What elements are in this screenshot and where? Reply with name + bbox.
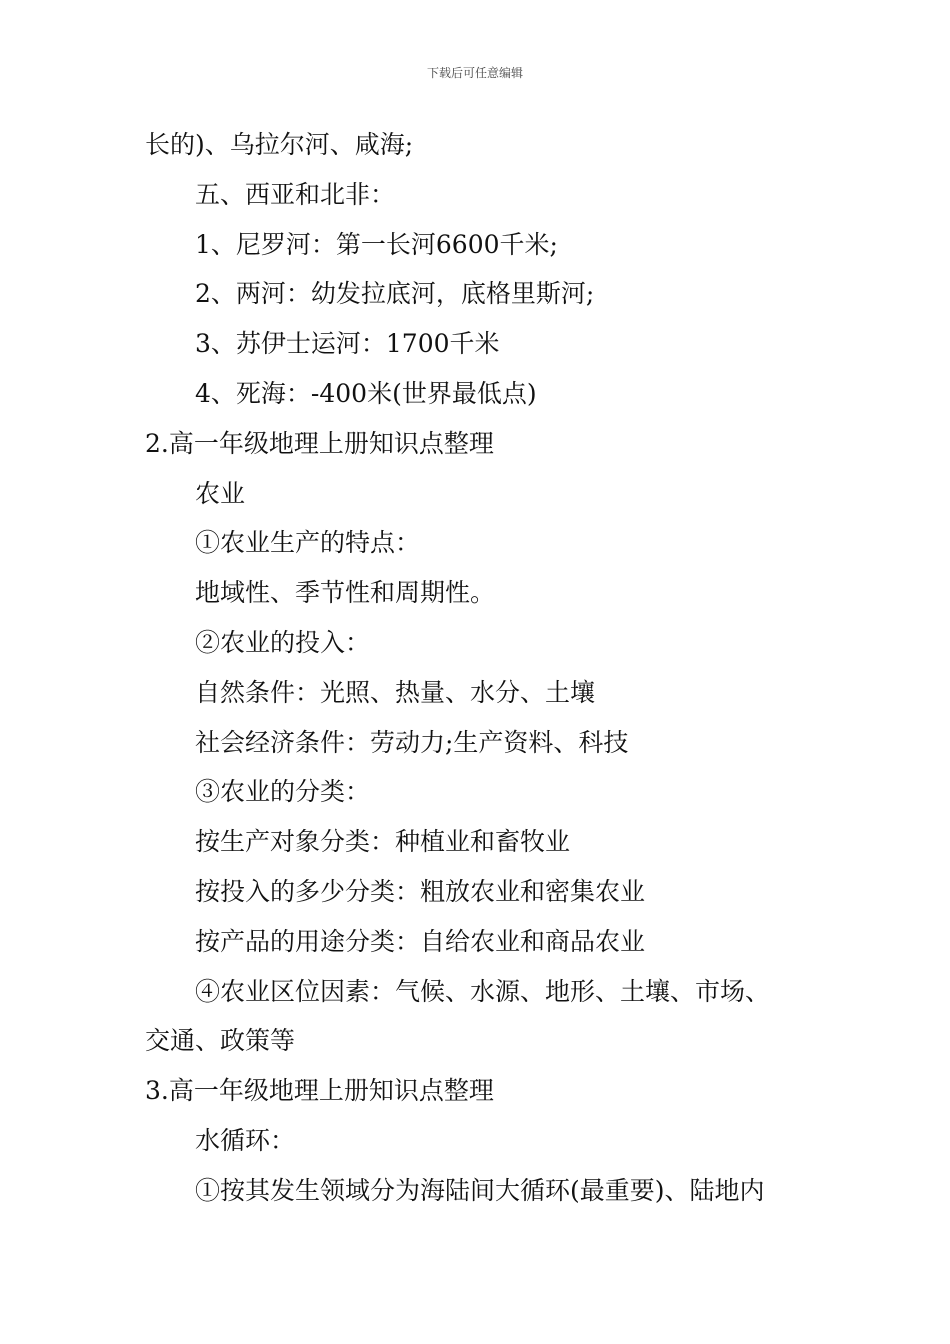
text-line: 按产品的用途分类：自给农业和商品农业: [195, 926, 646, 956]
page-header: 下载后可任意编辑: [426, 66, 523, 80]
text-line: ④农业区位因素：气候、水源、地形、土壤、市场、: [195, 976, 771, 1006]
text-line: ③农业的分类：: [195, 777, 371, 807]
section-heading: 3.高一年级地理上册知识点整理: [145, 1076, 494, 1106]
section-heading: 2.高一年级地理上册知识点整理: [145, 428, 494, 458]
text-line: 按投入的多少分类：粗放农业和密集农业: [195, 876, 646, 906]
text-line: 长的)、乌拉尔河、咸海;: [145, 130, 414, 159]
text-line: ②农业的投入：: [195, 627, 371, 657]
text-line: 地域性、季节性和周期性。: [195, 578, 496, 608]
text-line: 自然条件：光照、热量、水分、土壤: [195, 677, 596, 707]
text-line: 交通、政策等: [145, 1026, 296, 1056]
text-line: ①农业生产的特点：: [195, 528, 421, 558]
text-line: 五、西亚和北非：: [195, 179, 396, 209]
document-body: [145, 120, 825, 1216]
text-line: 4、死海：-400米(世界最低点): [195, 378, 537, 408]
text-line: 1、尼罗河：第一长河6600千米;: [195, 229, 558, 259]
text-line: 社会经济条件：劳动力;生产资料、科技: [195, 727, 629, 757]
text-line: 水循环：: [195, 1125, 296, 1155]
text-line: 3、苏伊士运河：1700千米: [195, 329, 500, 359]
text-line: 农业: [195, 478, 246, 508]
text-line: 按生产对象分类：种植业和畜牧业: [195, 827, 571, 857]
text-line: 2、两河：幼发拉底河，底格里斯河;: [195, 279, 595, 309]
text-line: ①按其发生领域分为海陆间大循环(最重要)、陆地内: [195, 1175, 765, 1205]
